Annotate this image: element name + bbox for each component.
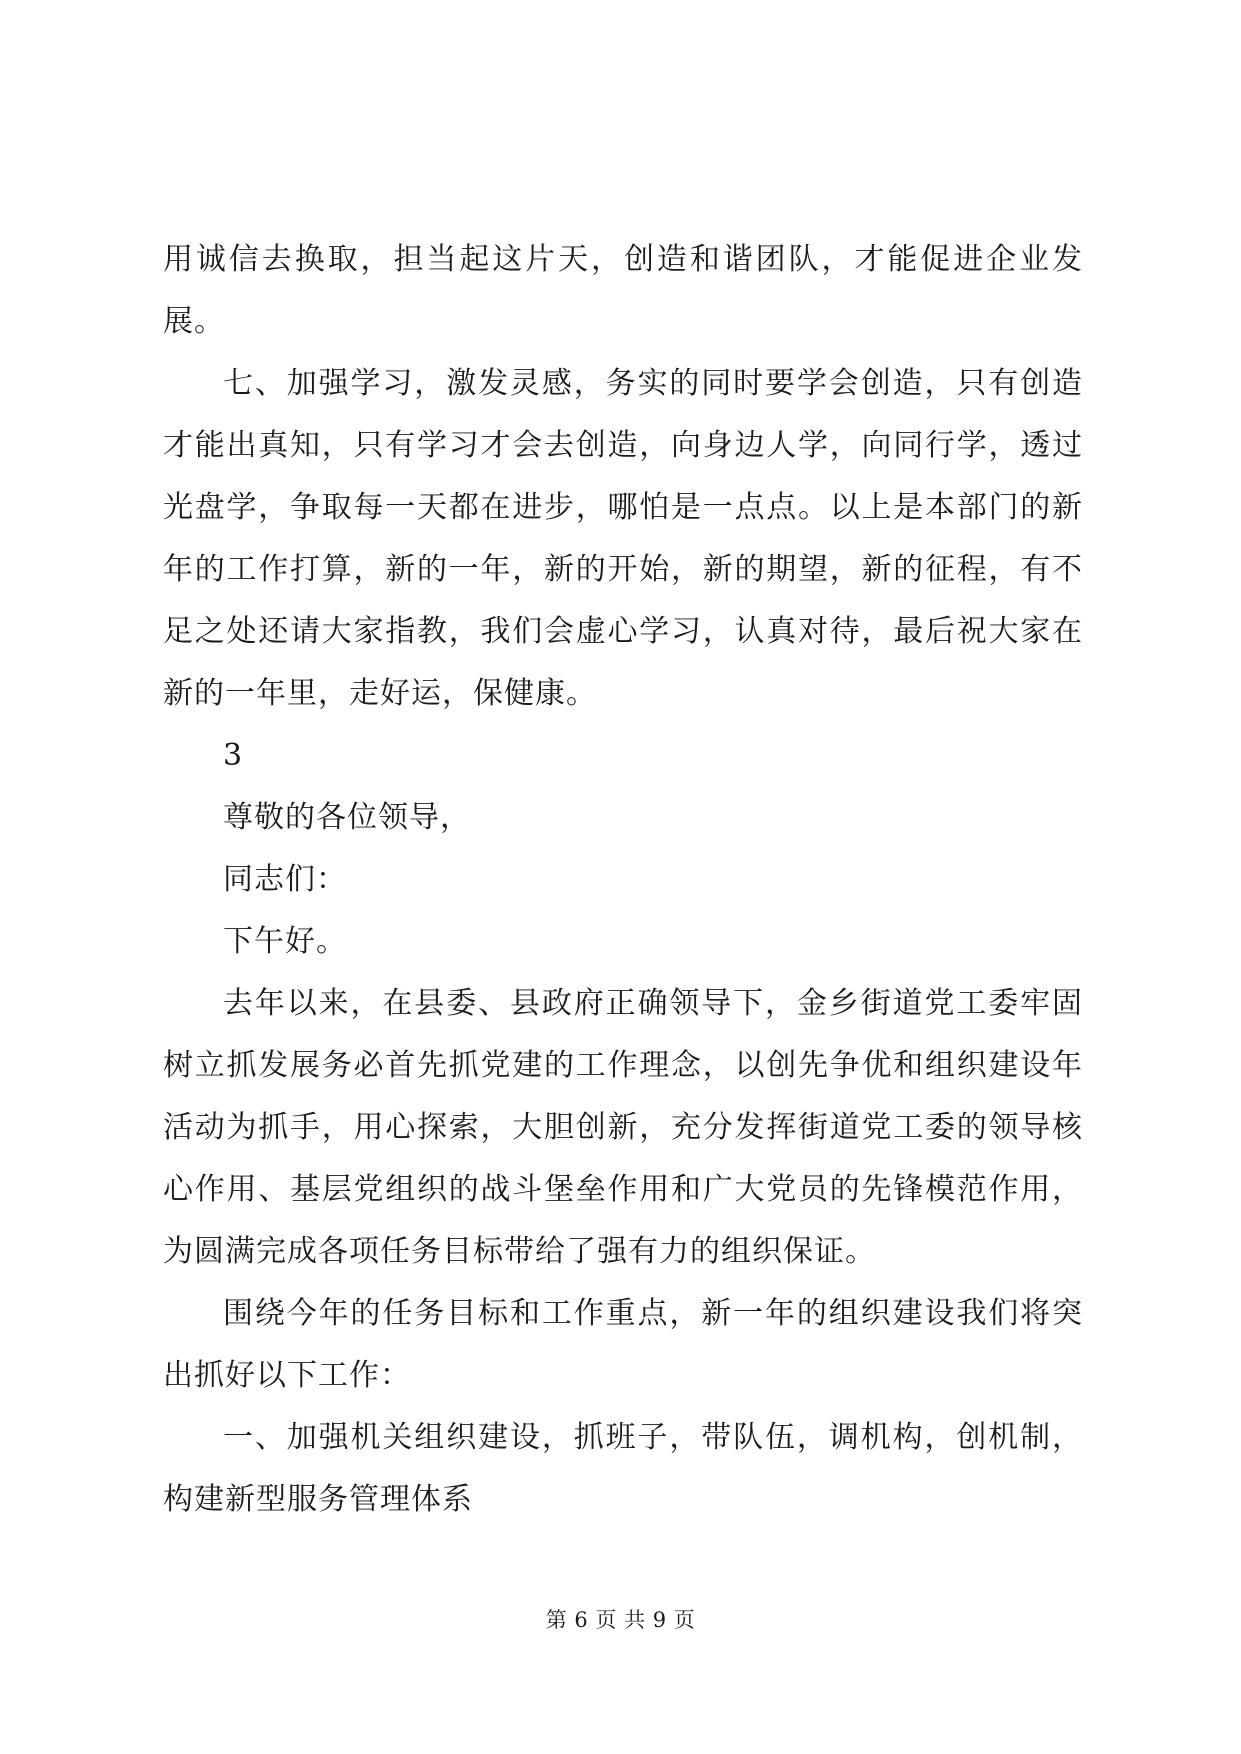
paragraph-review: 去年以来，在县委、县政府正确领导下，金乡街道党工委牢固树立抓发展务必首先抓党建的工作理念，以创先争优和组织建设年活动为抓手，用心探索，大胆创新，充分发挥街道党工委的领导核心作用、基层党组织的战斗堡垒作用和广大党员的先锋模范作用，为圆满完成各项任务目标带给了强有力的组织保证。 — [163, 986, 1083, 1269]
paragraph-section-seven: 七、加强学习，激发灵感，务实的同时要学会创造，只有创造才能出真知，只有学习才会去创造，向身边人学，向同行学，透过光盘学，争取每一天都在进步，哪怕是一点点。以上是本部门的新年的工作打算，新的一年，新的开始，新的期望，新的征程，有不足之处还请大家指教，我们会虚心学习，认真对待，最后祝大家在新的一年里，走好运，保健康。 — [163, 366, 1083, 711]
section-number: 3 — [223, 738, 244, 773]
paragraph-item-one: 一、加强机关组织建设，抓班子，带队伍，调机构，创机制，构建新型服务管理体系 — [163, 1420, 1083, 1517]
page-footer: 第 6 页 共 9 页 — [545, 1608, 696, 1632]
paragraph-plan-intro: 围绕今年的任务目标和工作重点，新一年的组织建设我们将突出抓好以下工作： — [163, 1296, 1083, 1393]
salutation-comrades: 同志们： — [223, 862, 347, 897]
document-body — [163, 229, 1083, 1531]
greeting: 下午好。 — [223, 924, 347, 959]
paragraph-continuation: 用诚信去换取，担当起这片天，创造和谐团队，才能促进企业发展。 — [163, 242, 1083, 339]
salutation: 尊敬的各位领导， — [223, 800, 471, 835]
